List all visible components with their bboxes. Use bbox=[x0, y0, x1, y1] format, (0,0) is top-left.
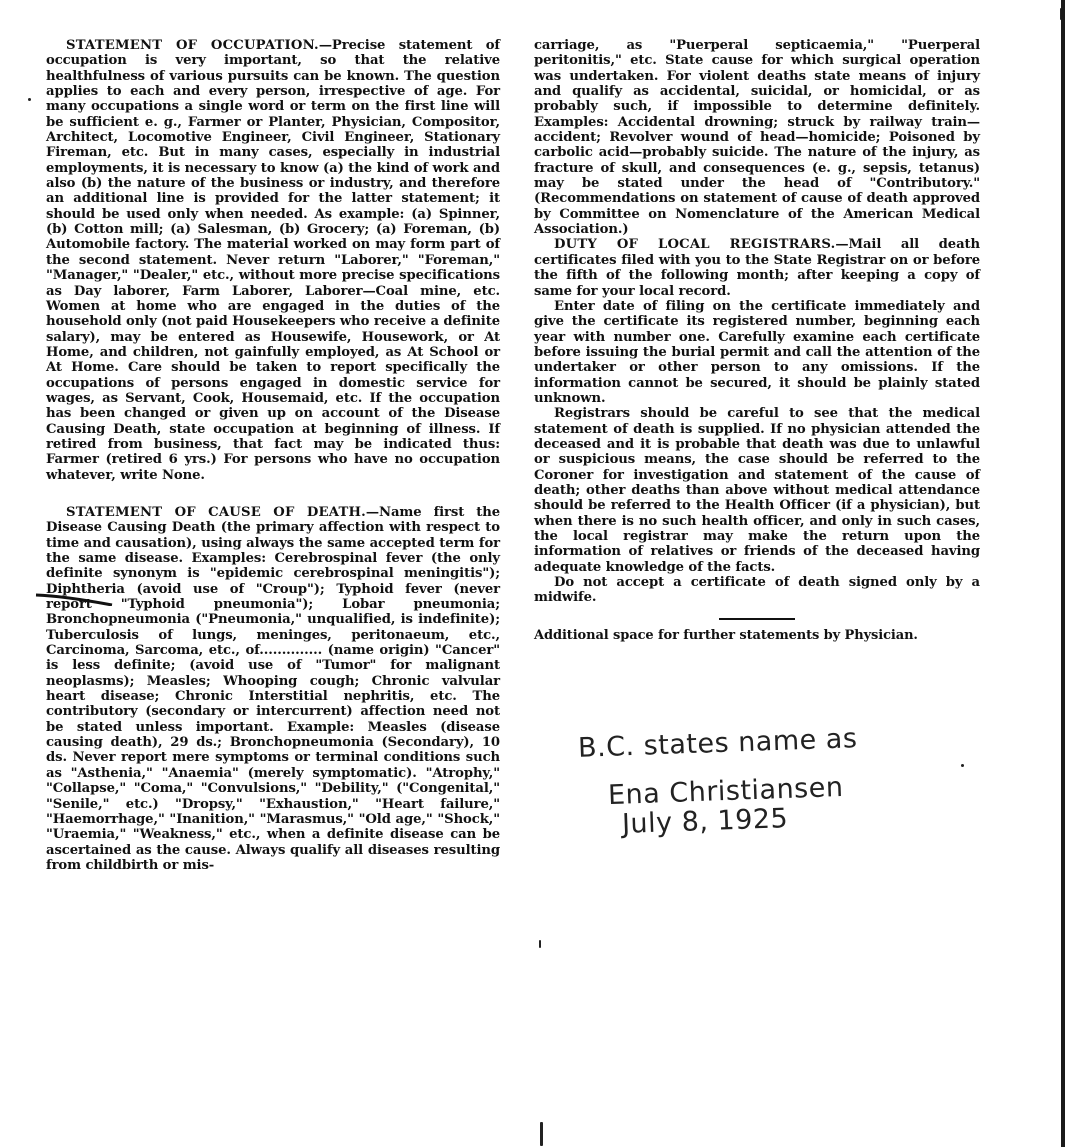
paper-speck bbox=[540, 1122, 543, 1146]
filing-paragraph: Enter date of filing on the certificate immediately and give the certificate its registered number, beginning each year with number one. Carefully examine each certificate before issuing the burial permit and call the attention of the undertaker or other person to any omissions. If the information cannot be secured, it should be plainly stated unknown. bbox=[534, 298, 980, 406]
paper-speck bbox=[961, 764, 964, 767]
cause-text: —Name first the Disease Causing Death (the primary affection with respect to time and causation), using always the same accepted term for the same disease. Examples: Cerebrospinal fever (the only definite synonym is "epidemic cerebrospinal meningitis"); Diphtheria (avoid use of "Croup"); Typhoid fever (never report "Typhoid pneumonia"); Lobar pneumonia; Bronchopneumonia ("Pneumonia," unqualified, is indefinite); Tuberculosis of lungs, meninges, peritonaeum, etc., Carcinoma, Sarcoma, etc., of.............. (name origin) "Cancer" is less definite; (avoid use of "Tumor" for malignant neoplasms); Measles; Whooping cough; Chronic valvular heart disease; Chronic Interstitial nephritis, etc. The contributory (secondary or intercurrent) affection need not be stated unless important. Example: Measles (disease causing death), 29 ds.; Bronchopneumonia (Secondary), 10 ds. Never report mere symptoms or terminal conditions such as "Asthenia," "Anaemia" (merely symptomatic). "Atrophy," "Collapse," "Coma," "Convulsions," "Debility," ("Congenital," "Senile," etc.) "Dropsy," "Exhaustion," "Heart failure," "Haemorrhage," "Inanition," "Marasmus," "Old age," "Shock," "Uraemia," "Weakness," etc., when a definite disease can be ascertained as the cause. Always qualify all diseases resulting from childbirth or mis- bbox=[46, 504, 500, 873]
left-column bbox=[46, 38, 500, 873]
additional-space-label: Additional space for further statements by Physician. bbox=[534, 627, 918, 643]
handwritten-note-line-1: B.C. states name as bbox=[577, 723, 858, 764]
right-column bbox=[534, 38, 980, 643]
duty-text: —Mail all death certificates filed with you to the State Registrar on or before the fifth of the following month; after keeping a copy of same for your local record. bbox=[534, 237, 980, 299]
occupation-paragraph bbox=[46, 38, 500, 483]
handwritten-note-line-2: Ena Christiansen bbox=[607, 771, 844, 812]
paper-speck bbox=[28, 98, 31, 101]
cause-heading: STATEMENT OF CAUSE OF DEATH. bbox=[66, 504, 366, 520]
cause-continued-paragraph: carriage, as "Puerperal septicaemia," "Puerperal peritonitis," etc. State cause for which surgical operation was undertaken. For violent deaths state means of injury and qualify as accidental, suicidal, or homicidal, or as probably such, if impossible to determine definitely. Examples: Accidental drowning; struck by railway train—accident; Revolver wound of head—homicide; Poisoned by carbolic acid—probably suicide. The nature of the injury, as fracture of skull, and consequences (e. g., sepsis, tetanus) may be stated under the head of "Contributory." (Recommendations on statement of cause of death approved by Committee on Nomenclature of the American Medical Association.) bbox=[534, 38, 980, 238]
scan-edge bbox=[1061, 0, 1065, 1147]
section-divider bbox=[719, 618, 795, 620]
midwife-paragraph: Do not accept a certificate of death signed only by a midwife. bbox=[534, 575, 980, 606]
duty-heading: DUTY OF LOCAL REGISTRARS. bbox=[554, 237, 836, 253]
handwritten-note-line-3: July 8, 1925 bbox=[621, 803, 789, 840]
paper-speck bbox=[539, 940, 541, 948]
cause-paragraph bbox=[46, 505, 500, 873]
registrars-paragraph: Registrars should be careful to see that the medical statement of death is supplied. If no physician attended the deceased and it is probable that death was due to unlawful or suspicious means, the case should be referred to the Coroner for investigation and statement of the cause of death; other deaths than above without medical attendance should be referred to the Health Officer (if a physician), but when there is no such health officer, and only in such cases, the local registrar may make the return upon the information of relatives or friends of the deceased having adequate knowledge of the facts. bbox=[534, 406, 980, 575]
occupation-heading: STATEMENT OF OCCUPATION. bbox=[66, 38, 319, 53]
occupation-text: —Precise statement of occupation is very important, so that the relative healthfulness of various pursuits can be known. The question applies to each and every person, irrespective of age. For many occupations a single word or term on the first line will be sufficient e. g., Farmer or Planter, Physician, Compositor, Architect, Locomotive Engineer, Civil Engineer, Stationary Fireman, etc. But in many cases, especially in industrial employments, it is necessary to know (a) the kind of work and also (b) the nature of the business or industry, and therefore an additional line is provided for the latter statement; it should be used only when needed. As example: (a) Spinner, (b) Cotton mill; (a) Salesman, (b) Grocery; (a) Foreman, (b) Automobile factory. The material worked on may form part of the second statement. Never return "Laborer," "Foreman," "Manager," "Dealer," etc., without more precise specifications as Day laborer, Farm Laborer, Laborer—Coal mine, etc. Women at home who are engaged in the duties of the household only (not paid Housekeepers who receive a definite salary), may be entered as Housewife, Housework, or At Home, and children, not gainfully employed, as At School or At Home. Care should be taken to report specifically the occupations of persons engaged in domestic service for wages, as Servant, Cook, Housemaid, etc. If the occupation has been changed or given up on account of the Disease Causing Death, state occupation at beginning of illness. If retired from business, that fact may be indicated thus: Farmer (retired 6 yrs.) For persons who have no occupation whatever, write None. bbox=[46, 38, 500, 483]
duty-paragraph bbox=[534, 237, 980, 298]
ink-smudge-mark bbox=[34, 592, 114, 606]
